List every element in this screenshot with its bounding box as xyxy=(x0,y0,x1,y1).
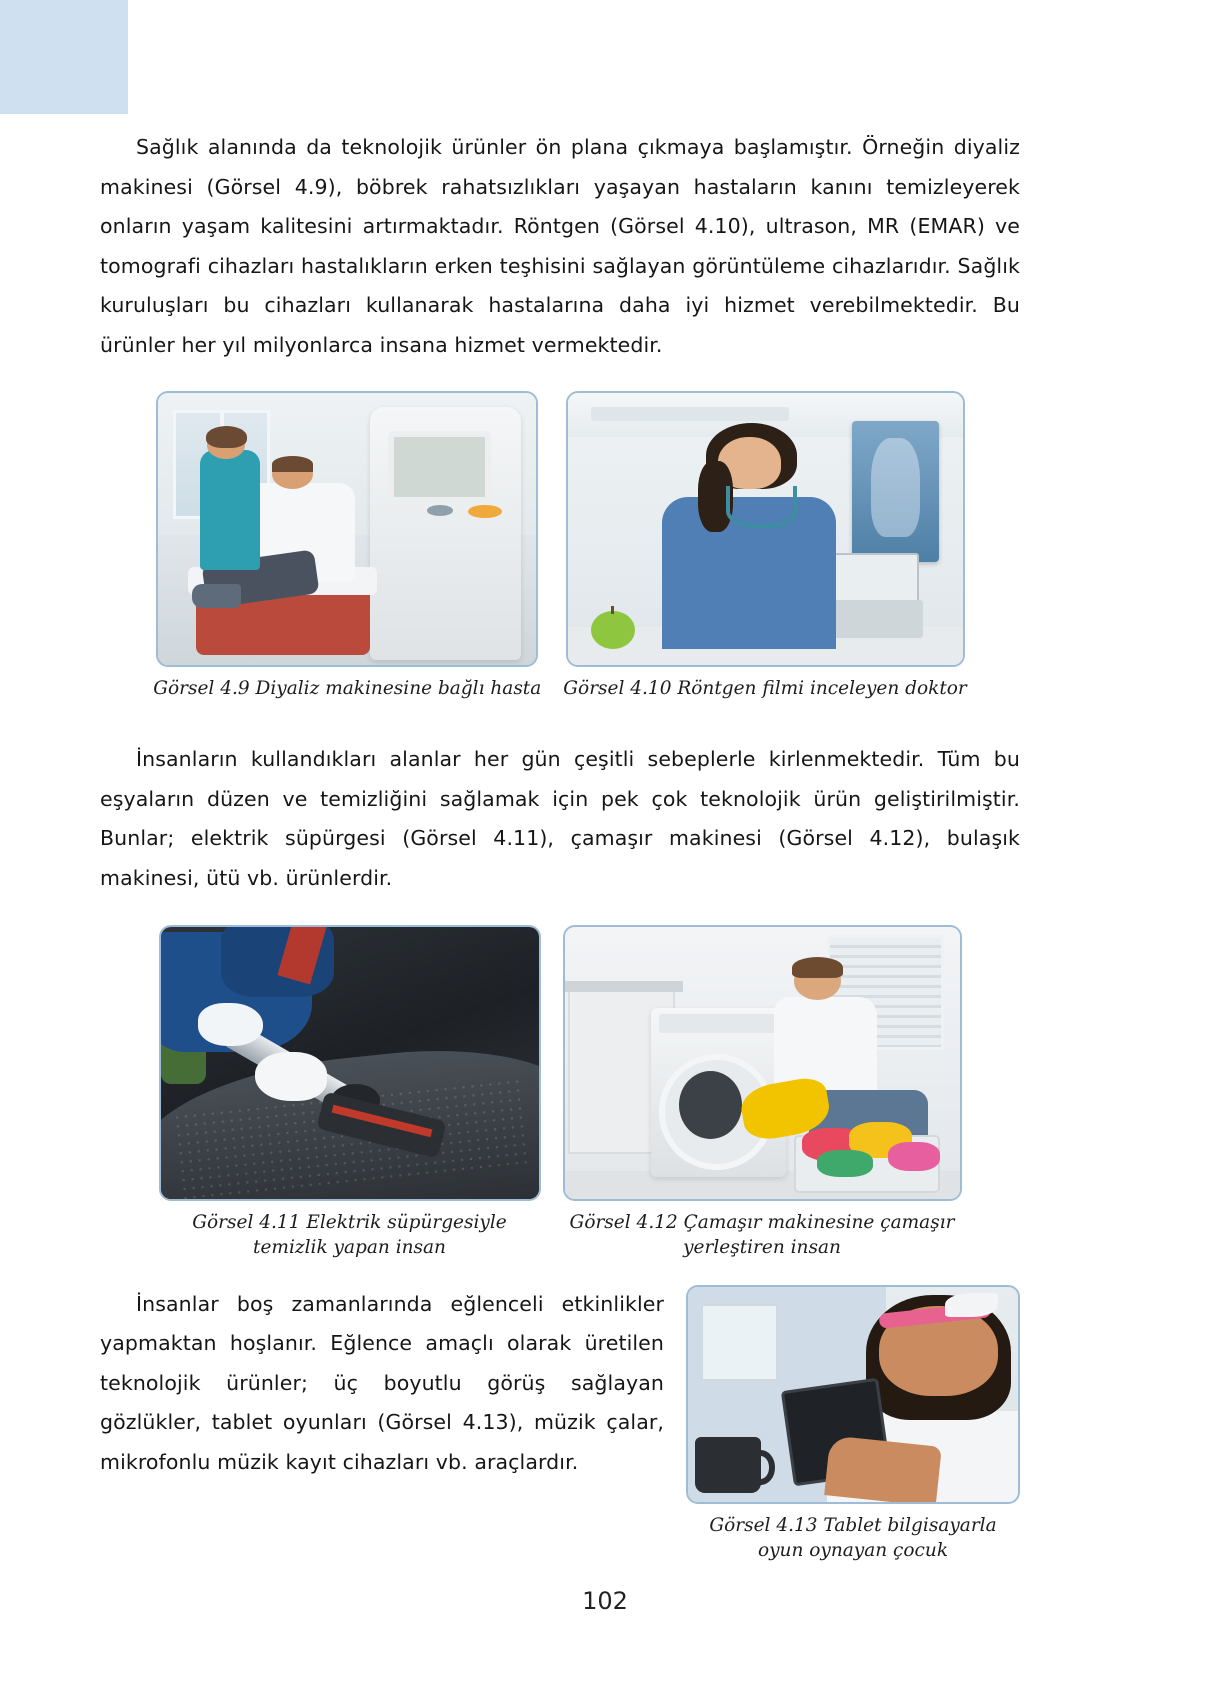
child-playing-tablet-photo xyxy=(686,1285,1020,1504)
figure-4-11-caption: Görsel 4.11 Elektrik süpürgesiyle temizlik yapan insan xyxy=(192,1211,507,1258)
decorative-corner-block xyxy=(0,0,128,114)
figure-4-9 xyxy=(153,391,541,702)
paragraph-entertainment-technology: İnsanlar boş zamanlarında eğlenceli etkinlikler yapmaktan hoşlanır. Eğlence amaçlı olarak üretilen teknolojik ürünler; üç boyutlu görüş sağlayan gözlükler, tablet oyunları (Görsel 4.13), müzik çalar, mikrofonlu müzik kayıt cihazları vb. araçlardır. xyxy=(100,1291,664,1474)
entertainment-section xyxy=(100,1285,1020,1564)
figure-4-10 xyxy=(563,391,966,702)
doctor-examining-xray-photo xyxy=(566,391,965,667)
dialysis-machine-patient-photo xyxy=(156,391,538,667)
figure-4-13 xyxy=(686,1285,1020,1564)
page-content xyxy=(100,128,1020,1563)
figure-row-health xyxy=(100,391,1020,702)
paragraph-cleaning-technology: İnsanların kullandıkları alanlar her gün çeşitli sebeplerle kirlenmektedir. Tüm bu eşyaların düzen ve temizliğini sağlamak için pek çok teknolojik ürün geliştirilmiştir. Bunlar; elektrik süpürgesi (Görsel 4.11), çamaşır makinesi (Görsel 4.12), bulaşık makinesi, ütü vb. ürünlerdir. xyxy=(100,747,1020,891)
figure-4-10-caption: Görsel 4.10 Röntgen filmi inceleyen doktor xyxy=(563,678,967,700)
figure-4-9-caption: Görsel 4.9 Diyaliz makinesine bağlı hasta xyxy=(153,678,542,700)
man-loading-washing-machine-photo xyxy=(563,925,962,1201)
page-number: 102 xyxy=(582,1587,628,1615)
figure-4-12 xyxy=(563,925,962,1261)
figure-4-12-caption: Görsel 4.12 Çamaşır makinesine çamaşır yerleştiren insan xyxy=(569,1211,955,1258)
figure-row-cleaning xyxy=(100,925,1020,1261)
vacuum-cleaning-photo xyxy=(159,925,541,1201)
figure-4-11 xyxy=(159,925,541,1261)
figure-4-13-caption: Görsel 4.13 Tablet bilgisayarla oyun oynayan çocuk xyxy=(709,1514,997,1561)
paragraph-health-technology: Sağlık alanında da teknolojik ürünler ön plana çıkmaya başlamıştır. Örneğin diyaliz makinesi (Görsel 4.9), böbrek rahatsızlıkları yaşayan hastaların kanını temizleyerek onların yaşam kalitesini artırmaktadır. Röntgen (Görsel 4.10), ultrason, MR (EMAR) ve tomografi cihazları hastalıkların erken teşhisini sağlayan görüntüleme cihazlarıdır. Sağlık kuruluşları bu cihazları kullanarak hastalarına daha iyi hizmet verebilmektedir. Bu ürünler her yıl milyonlarca insana hizmet vermektedir. xyxy=(100,135,1020,357)
